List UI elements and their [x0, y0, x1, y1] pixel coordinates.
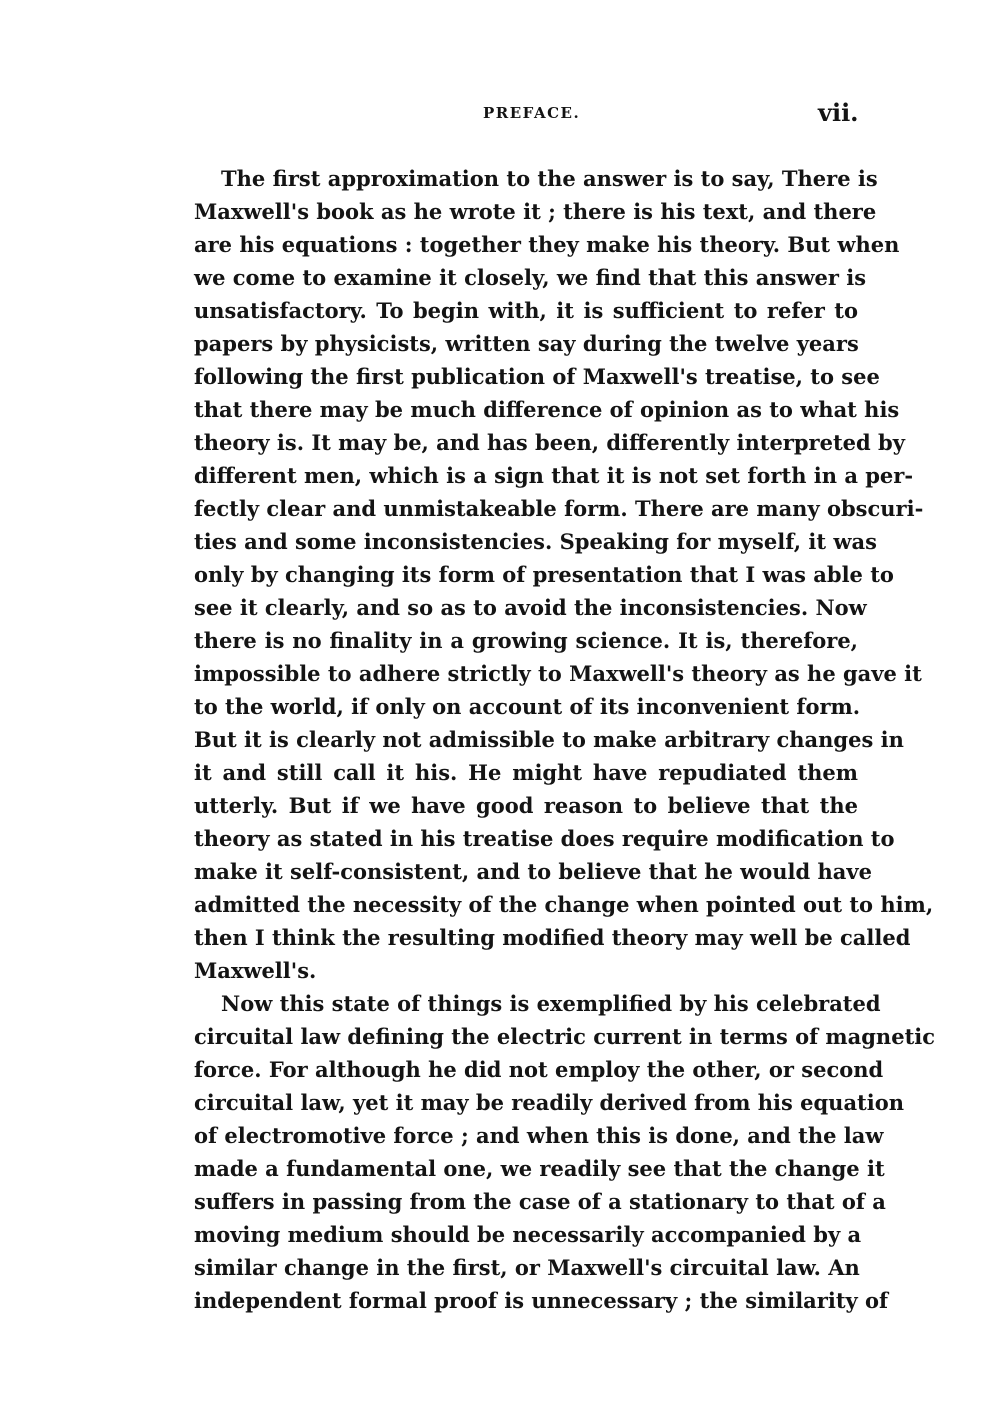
text-line: see it clearly, and so as to avoid the inconsistencies. Now: [194, 595, 867, 620]
text-line: force. For although he did not employ the other, or second: [194, 1057, 884, 1082]
text-line: moving medium should be necessarily accompanied by a: [194, 1222, 862, 1247]
text-line: unsatisfactory. To begin with, it is sufficient to refer to: [194, 298, 858, 323]
text-line: Maxwell's.: [194, 958, 317, 983]
text-line: Now this state of things is exemplified by his celebrated: [221, 991, 881, 1016]
page-number: vii.: [818, 98, 859, 127]
text-line: circuital law defining the electric current in terms of magnetic: [194, 1024, 936, 1049]
text-line: made a fundamental one, we readily see that the change it: [194, 1156, 885, 1181]
text-line: then I think the resulting modified theory may well be called: [194, 925, 911, 950]
text-line: independent formal proof is unnecessary ; the similarity of: [194, 1288, 889, 1313]
text-line: utterly. But if we have good reason to believe that the: [194, 793, 858, 818]
text-line: fectly clear and unmistakeable form. There are many obscuri-: [194, 496, 924, 521]
text-line: impossible to adhere strictly to Maxwell's theory as he gave it: [194, 661, 922, 686]
body-text: [194, 162, 936, 1317]
text-line: different men, which is a sign that it is not set forth in a per-: [194, 463, 914, 488]
text-line: circuital law, yet it may be readily derived from his equation: [194, 1090, 905, 1115]
text-line: similar change in the first, or Maxwell's circuital law. An: [194, 1255, 860, 1280]
text-line: admitted the necessity of the change when pointed out to him,: [194, 892, 934, 917]
running-title: PREFACE.: [483, 104, 581, 122]
text-line: it and still call it his. He might have repudiated them: [194, 760, 858, 785]
text-line: Maxwell's book as he wrote it ; there is his text, and there: [194, 199, 877, 224]
text-line: The first approximation to the answer is to say, There is: [221, 166, 878, 191]
paragraph: [194, 162, 934, 987]
text-line: theory as stated in his treatise does require modification to: [194, 826, 895, 851]
text-line: make it self-consistent, and to believe that he would have: [194, 859, 872, 884]
paragraph: [194, 987, 936, 1317]
text-line: ties and some inconsistencies. Speaking for myself, it was: [194, 529, 877, 554]
text-line: are his equations : together they make his theory. But when: [194, 232, 900, 257]
text-line: there is no finality in a growing science. It is, therefore,: [194, 628, 858, 653]
text-line: But it is clearly not admissible to make arbitrary changes in: [194, 727, 904, 752]
page-header: [0, 98, 1000, 138]
text-line: of electromotive force ; and when this is done, and the law: [194, 1123, 884, 1148]
text-line: to the world, if only on account of its inconvenient form.: [194, 694, 861, 719]
text-line: that there may be much difference of opinion as to what his: [194, 397, 900, 422]
text-line: following the first publication of Maxwell's treatise, to see: [194, 364, 880, 389]
text-line: theory is. It may be, and has been, differently interpreted by: [194, 430, 905, 455]
text-line: papers by physicists, written say during the twelve years: [194, 331, 859, 356]
text-line: suffers in passing from the case of a stationary to that of a: [194, 1189, 886, 1214]
text-line: we come to examine it closely, we find that this answer is: [194, 265, 867, 290]
text-line: only by changing its form of presentation that I was able to: [194, 562, 894, 587]
